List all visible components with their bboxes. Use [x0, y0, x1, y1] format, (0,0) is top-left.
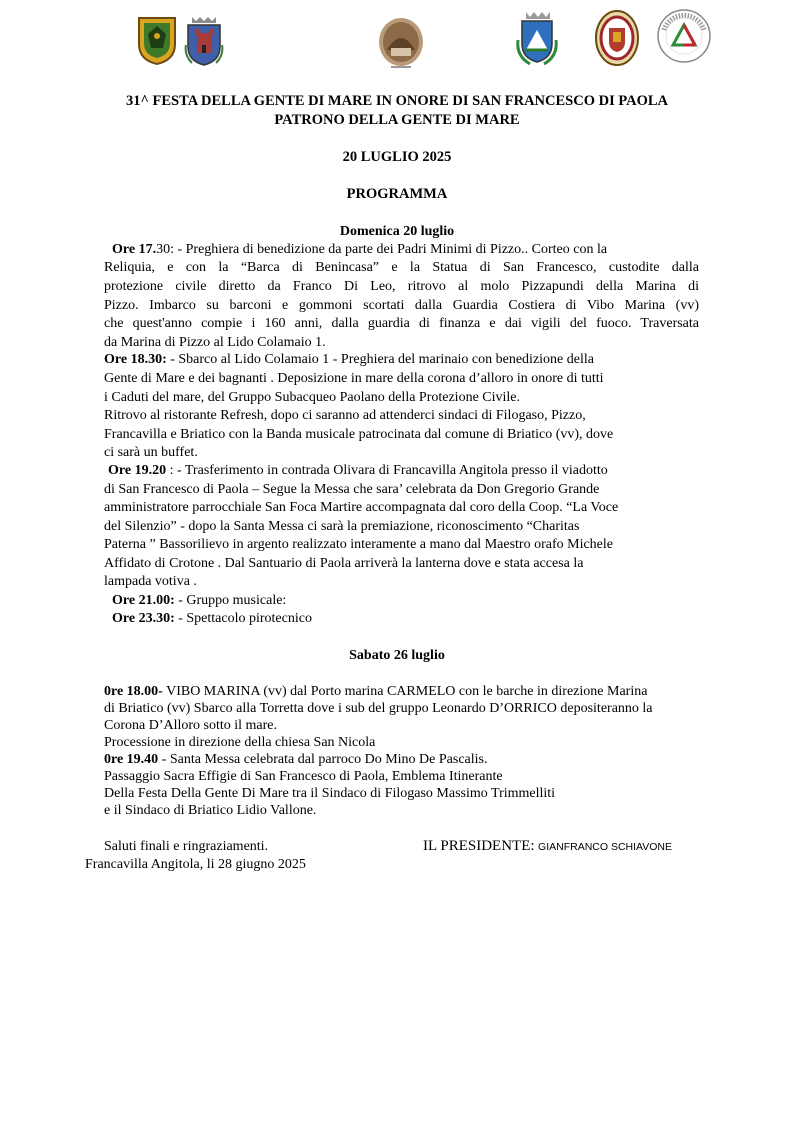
sabato-heading: Sabato 26 luglio: [349, 648, 445, 663]
line-1830-0: - Sbarco al Lido Colamaio 1 - Preghiera del marinaio con benedizione della: [166, 352, 594, 367]
coat-of-arms-blue-icon: [514, 10, 560, 68]
line-s1800-0: VIBO MARINA (vv) dal Porto marina CARMELO con le barche in direzione Marina: [162, 684, 648, 699]
time-1920: Ore 19.20: [108, 463, 167, 478]
presidente-name: GIANFRANCO SCHIAVONE: [538, 841, 673, 853]
coat-of-arms-green-icon: [136, 14, 178, 66]
line-1730-2: protezione civile diretto da Franco Di Leo, ritrovo al molo Pizzapundi della Marina di: [104, 279, 699, 294]
line-1830-4: Francavilla e Briatico con la Banda musicale patrocinata dal comune di Briatico (vv), dove: [104, 427, 614, 442]
line-1730-5: da Marina di Pizzo al Lido Colamaio 1.: [104, 335, 326, 350]
presidente-signature: [423, 837, 672, 856]
event-2330: [104, 610, 312, 628]
line-1920-6: lampada votiva .: [104, 574, 197, 589]
line-s1940-1: Passaggio Sacra Effigie di San Francesco di Paola, Emblema Itinerante: [104, 769, 503, 784]
event-1830: [104, 351, 594, 369]
time-s1800: 0re 18.00-: [104, 684, 163, 699]
line-1730-0: - Preghiera di benedizione da parte dei Padri Minimi di Pizzo.. Corteo con la: [173, 242, 608, 257]
protezione-civile-icon: [656, 8, 712, 64]
line-s1800-2: Corona D’Alloro sotto il mare.: [104, 718, 278, 733]
line-1920-1: di San Francesco di Paola – Segue la Messa che sara’ celebrata da Don Gregorio Grande: [104, 482, 600, 497]
line-1730-1: Reliquia, e con la “Barca di Benincasa” e la Statua di San Francesco, custodite dalla: [104, 260, 699, 275]
line-s1940-3: e il Sindaco di Briatico Lidio Vallone.: [104, 803, 317, 818]
sepia-photo-emblem-icon: [377, 12, 425, 70]
event-1920: [104, 462, 608, 480]
time-1830: Ore 18.30:: [104, 352, 167, 367]
line-1920-2: amministratore parrocchiale San Foca Martire accompagnata dal coro della Coop. “La Voce: [104, 500, 619, 515]
line-1830-5: ci sarà un buffet.: [104, 445, 198, 460]
time-1730-rest: 30:: [156, 242, 174, 257]
text-2330: - Spettacolo pirotecnico: [174, 611, 312, 626]
saluti-finali: Saluti finali e ringraziamenti.: [104, 839, 269, 854]
line-1830-2: i Caduti del mare, del Gruppo Subacqueo Paolano della Protezione Civile.: [104, 390, 521, 405]
time-s1940: 0re 19.40: [104, 752, 159, 767]
place-date: Francavilla Angitola, li 28 giugno 2025: [85, 857, 306, 872]
line-s1940-2: Della Festa Della Gente Di Mare tra il Sindaco di Filogaso Massimo Trimmelliti: [104, 786, 556, 801]
text-2100: - Gruppo musicale:: [174, 593, 287, 608]
time-1730: Ore 17.: [112, 242, 157, 257]
event-2100: [104, 592, 286, 610]
line-s1800-1: di Briatico (vv) Sbarco alla Torretta dove i sub del gruppo Leonardo D’ORRICO depositeranno la: [104, 701, 653, 716]
time-2100: Ore 21.00:: [112, 593, 175, 608]
time-2330: Ore 23.30:: [112, 611, 175, 626]
line-1920-5: Affidato di Crotone . Dal Santuario di Paola arriverà la lanterna dove e stata accesa la: [104, 556, 584, 571]
coat-of-arms-castle-icon: [184, 15, 224, 67]
presidente-label: IL PRESIDENTE:: [423, 838, 535, 854]
event-s1800: [104, 683, 647, 701]
circular-seal-icon: [594, 8, 640, 68]
line-1730-4: che quest'anno compie i 160 anni, dalla guardia di finanza e dai vigili del fuoco. Traversata: [104, 316, 699, 331]
page-subtitle: PATRONO DELLA GENTE DI MARE: [274, 112, 520, 128]
programma-heading: PROGRAMMA: [346, 186, 448, 202]
domenica-heading: Domenica 20 luglio: [339, 224, 455, 239]
line-1830-3: Ritrovo al ristorante Refresh, dopo ci saranno ad attenderci sindaci di Filogaso, Pizzo,: [104, 408, 586, 423]
event-s1940: [104, 751, 487, 769]
line-1830-1: Gente di Mare e dei bagnanti . Deposizione in mare della corona d’alloro in onore di tutti: [104, 371, 604, 386]
page-title: 31^ FESTA DELLA GENTE DI MARE IN ONORE DI SAN FRANCESCO DI PAOLA: [125, 93, 669, 109]
line-s1800-3: Processione in direzione della chiesa San Nicola: [104, 735, 376, 750]
event-1730: [104, 241, 607, 259]
line-1920-3: del Silenzio” - dopo la Santa Messa ci sarà la premiazione, riconoscimento “Charitas: [104, 519, 580, 534]
event-date: 20 LUGLIO 2025: [342, 149, 452, 165]
line-s1940-0: - Santa Messa celebrata dal parroco Do Mino De Pascalis.: [158, 752, 488, 767]
line-1920-4: Paterna ” Bassorilievo in argento realizzato interamente a mano dal Maestro orafo Michele: [104, 537, 613, 552]
line-1730-3: Pizzo. Imbarco su barconi e gommoni scortati dalla Guardia Costiera di Vibo Marina (vv): [104, 298, 699, 313]
line-1920-0: : - Trasferimento in contrada Olivara di Francavilla Angitola presso il viadotto: [166, 463, 608, 478]
